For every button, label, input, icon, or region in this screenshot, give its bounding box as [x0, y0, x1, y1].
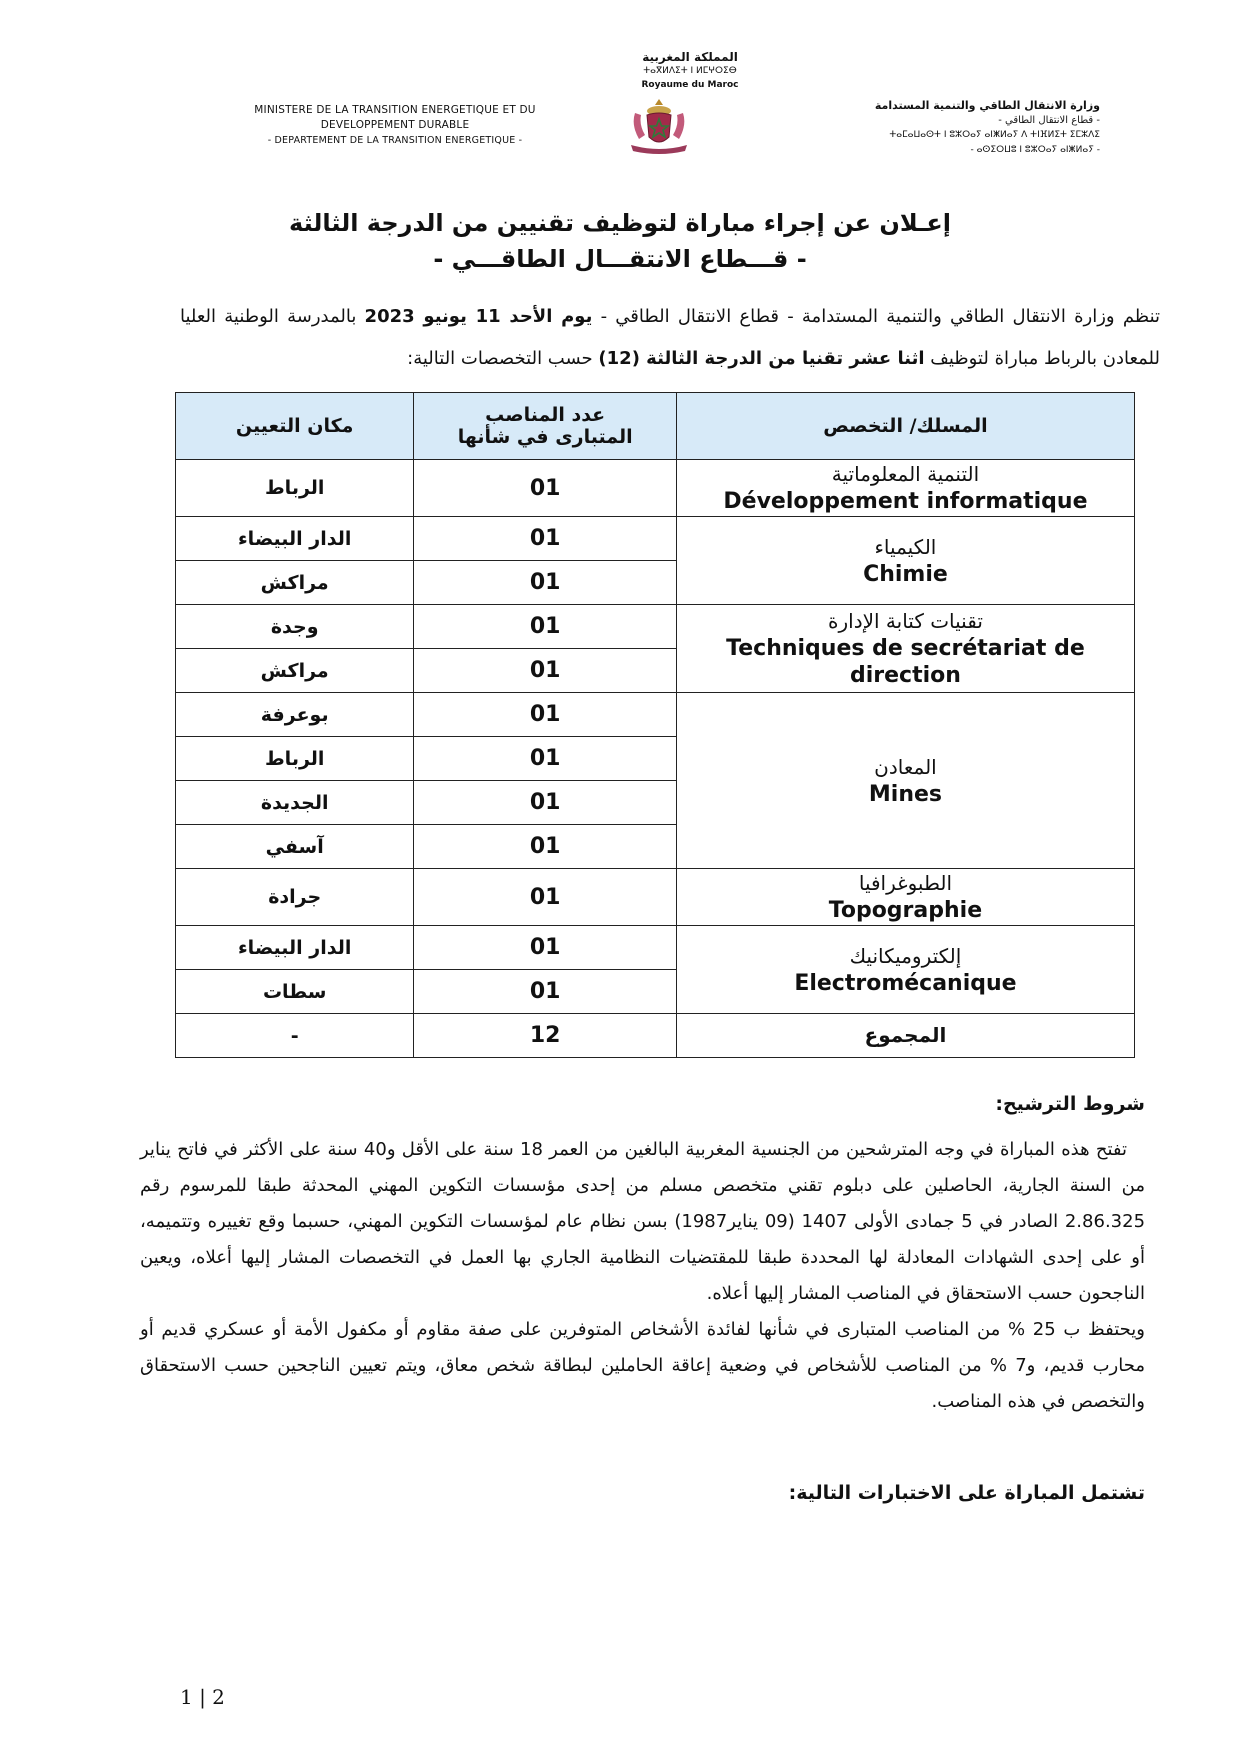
specialty-ar: التنمية المعلوماتية: [831, 462, 980, 486]
kingdom-ar: المملكة المغربية: [642, 50, 738, 64]
header-ar-line-2: - قطاع الانتقال الطاقي -: [998, 115, 1100, 126]
place-cell: الدار البيضاء: [176, 926, 414, 970]
announcement-title: [200, 205, 1040, 277]
count-cell: 01: [414, 926, 677, 970]
place-cell: سطات: [176, 970, 414, 1014]
header-fr-line-1: MINISTERE DE LA TRANSITION ENERGETIQUE ET DU: [254, 104, 536, 116]
count-cell: 01: [414, 649, 677, 693]
specialty-cell: [676, 693, 1134, 869]
header-place: مكان التعيين: [176, 393, 414, 460]
total-place: -: [176, 1014, 414, 1058]
page-number: 1 | 2: [180, 1685, 225, 1709]
exam-date: يوم الأحد 11 يونيو 2023: [364, 306, 593, 327]
place-cell: مراكش: [176, 649, 414, 693]
place-cell: الرباط: [176, 460, 414, 517]
title-line-2: - قـــطاع الانتقـــال الطاقـــي -: [433, 245, 807, 273]
count-cell: 01: [414, 869, 677, 926]
positions-total-text: اثنا عشر تقنيا من الدرجة الثالثة (12): [598, 348, 925, 369]
positions-table: [175, 392, 1135, 1058]
count-cell: 01: [414, 825, 677, 869]
table-row: [176, 693, 1135, 737]
specialty-ar: تقنيات كتابة الإدارة: [828, 609, 983, 633]
count-cell: 01: [414, 517, 677, 561]
table-row: [176, 517, 1135, 561]
kingdom-tifinagh: ⵜⴰⴳⵍⴷⵉⵜ ⵏ ⵍⵎⵖⵔⵉⴱ: [643, 66, 737, 76]
table-row: [176, 869, 1135, 926]
header-tifinagh-line-2: - ⴰⵙⵉⵔⵡⵓ ⵏ ⵓⵣⵔⴰⵢ ⴰⵏⵥⵍⴰⵢ -: [970, 145, 1100, 155]
intro-text-3: حسب التخصصات التالية:: [407, 348, 599, 369]
count-cell: 01: [414, 460, 677, 517]
table-row: [176, 926, 1135, 970]
table-total-row: [176, 1014, 1135, 1058]
table-header-row: [176, 393, 1135, 460]
ministry-name-french: [210, 103, 580, 148]
specialty-cell: [676, 460, 1134, 517]
tests-heading: تشتمل المباراة على الاختبارات التالية:: [788, 1482, 1145, 1504]
ministry-name-arabic: [730, 98, 1100, 158]
intro-text-1: تنظم وزارة الانتقال الطاقي والتنمية المستدامة - قطاع الانتقال الطاقي -: [592, 306, 1161, 327]
conditions-paragraph-1: تفتح هذه المباراة في وجه المترشحين من الجنسية المغربية البالغين من العمر 18 سنة على الأقل و40 سنة على الأكثر في فاتح يناير من السنة الجارية، الحاصلين على دبلوم تقني متخصص مسلم من إحدى مؤسسات التكوين المهني المحدثة طبقا للمرسوم رقم 2.86.325 الصادر في 5 جمادى الأولى 1407 (09 يناير1987) بسن نظام عام لمؤسسات التكوين المهني، حسبما وقع تغييره وتتميمه، أو على إحدى الشهادات المعادلة لها المحددة طبقا للمقتضيات النظامية الجاري بها العمل في التخصصات المشار إليها أعلاه، ويعين الناجحون حسب الاستحقاق في المناصب المشار إليها أعلاه.: [140, 1139, 1146, 1304]
kingdom-fr: Royaume du Maroc: [641, 80, 739, 90]
place-cell: الرباط: [176, 737, 414, 781]
table-row: [176, 605, 1135, 649]
specialty-fr: Mines: [868, 781, 943, 807]
header-fr-line-3: - DEPARTEMENT DE LA TRANSITION ENERGETIQUE -: [267, 135, 523, 146]
count-cell: 01: [414, 737, 677, 781]
place-cell: الدار البيضاء: [176, 517, 414, 561]
intro-paragraph: [180, 296, 1160, 380]
count-cell: 01: [414, 970, 677, 1014]
header-fr-line-2: DEVELOPPEMENT DURABLE: [320, 119, 470, 131]
conditions-body: [140, 1132, 1145, 1420]
table-row: [176, 460, 1135, 517]
total-count: 12: [414, 1014, 677, 1058]
header-count: عدد المناصب المتبارى في شأنها: [414, 393, 677, 460]
specialty-cell: [676, 869, 1134, 926]
place-cell: الجديدة: [176, 781, 414, 825]
specialty-cell: [676, 605, 1134, 693]
specialty-ar: الكيمياء: [874, 534, 937, 559]
specialty-ar: إلكتروميكانيك: [849, 943, 962, 968]
specialty-fr: Electromécanique: [794, 970, 1017, 996]
specialty-cell: [676, 926, 1134, 1014]
place-cell: بوعرفة: [176, 693, 414, 737]
count-cell: 01: [414, 781, 677, 825]
count-cell: 01: [414, 561, 677, 605]
specialty-fr: Développement informatique: [723, 489, 1088, 514]
specialty-fr: Techniques de secrétariat de direction: [726, 636, 1085, 688]
specialty-cell: [676, 517, 1134, 605]
header-ar-line-1: وزارة الانتقال الطاقي والتنمية المستدامة: [874, 99, 1100, 112]
place-cell: آسفي: [176, 825, 414, 869]
specialty-ar: الطبوغرافيا: [858, 871, 953, 895]
conditions-paragraph-2: ويحتفظ ب 25 % من المناصب المتبارى في شأنها لفائدة الأشخاص المتوفرين على صفة مقاوم أو مكفول الأمة أو عسكري قديم أو محارب قديم، و7 % من المناصب للأشخاص في وضعية إعاقة الحاملين لبطاقة شخص معاق، ويتم تعيين الناجحين حسب الاستحقاق والتخصص في هذه المناصب.: [140, 1319, 1145, 1412]
header-tifinagh-line-1: ⵜⴰⵎⴰⵡⴰⵙⵜ ⵏ ⵓⵣⵔⴰⵢ ⴰⵏⵥⵍⴰⵢ ⴷ ⵜⵏⴼⵍⵉⵜ ⵉⵎⵣⴷⵉ: [889, 130, 1100, 140]
place-cell: وجدة: [176, 605, 414, 649]
intro-text-2: بالمدرسة الوطنية العليا للمعادن بالرباط مباراة لتوظيف: [180, 306, 1160, 369]
specialty-ar: المعادن: [874, 754, 937, 779]
conditions-heading: شروط الترشيح:: [995, 1093, 1145, 1115]
count-cell: 01: [414, 605, 677, 649]
count-cell: 01: [414, 693, 677, 737]
title-line-1: إعـلان عن إجراء مباراة لتوظيف تقنيين من الدرجة الثالثة: [289, 209, 951, 237]
specialty-fr: Topographie: [828, 898, 983, 923]
place-cell: مراكش: [176, 561, 414, 605]
place-cell: جرادة: [176, 869, 414, 926]
total-label: المجموع: [676, 1014, 1134, 1058]
kingdom-name: [570, 50, 810, 92]
header-specialty: المسلك/ التخصص: [676, 393, 1134, 460]
specialty-fr: Chimie: [863, 561, 948, 587]
moroccan-coat-of-arms-emblem: [625, 95, 693, 157]
